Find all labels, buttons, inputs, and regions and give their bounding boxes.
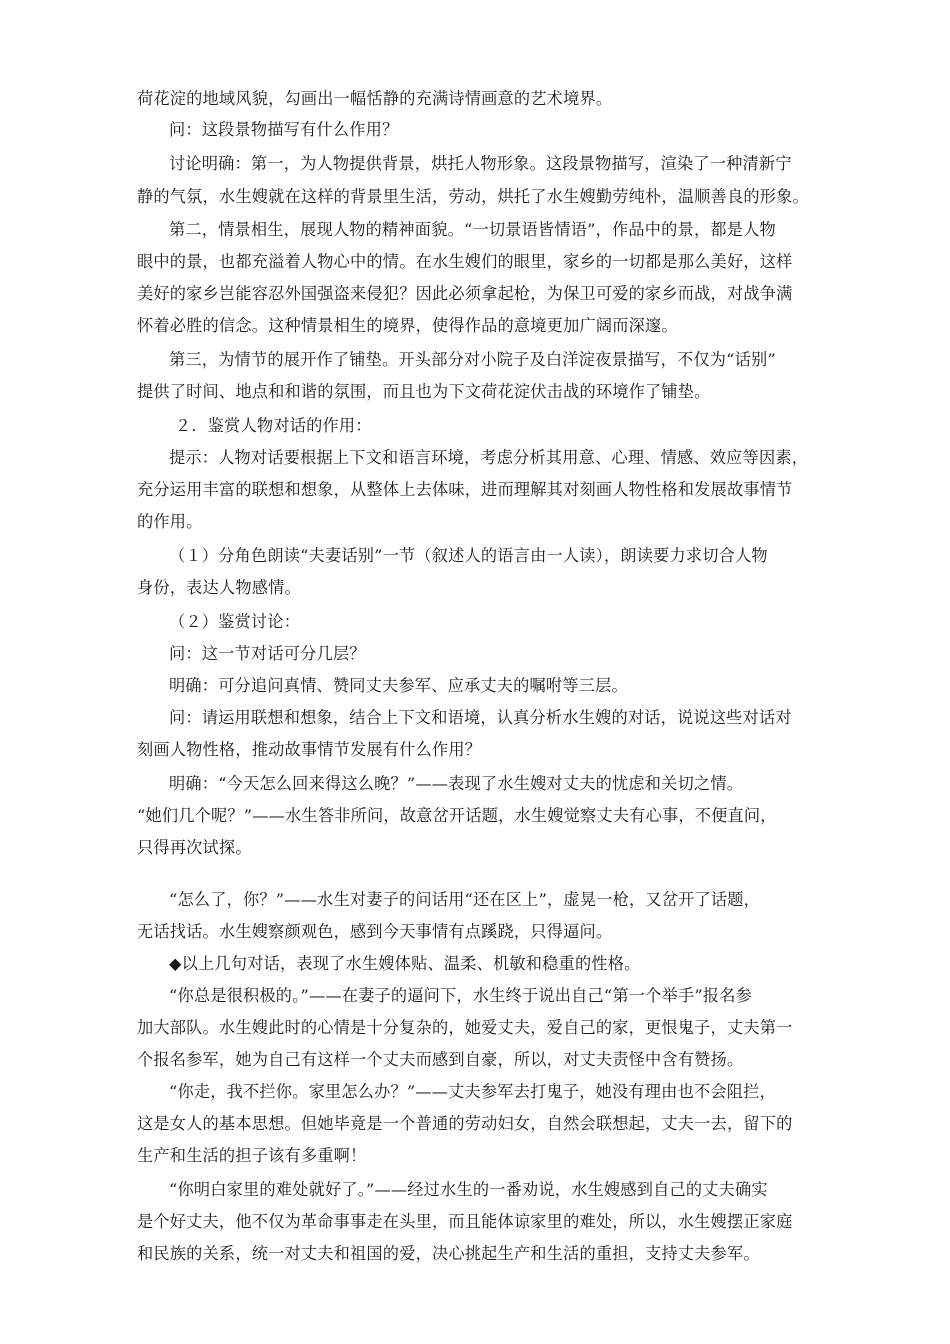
text-line: 这是女人的基本思想。但她毕竟是一个普通的劳动妇女，自然会联想起，丈夫一去，留下的 xyxy=(137,1114,793,1133)
text-line: “你走，我不拦你。家里怎么办？”——丈夫参军去打鬼子，她没有理由也不会阻拦， xyxy=(169,1082,776,1101)
text-line: 是个好丈夫，他不仅为革命事事走在头里，而且能体谅家里的难处，所以，水生嫂摆正家庭 xyxy=(137,1212,793,1231)
section-heading: ２．鉴赏人物对话的作用： xyxy=(175,416,372,435)
text-line: 第二，情景相生，展现人物的精神面貌。“一切景语皆情语”，作品中的景，都是人物 xyxy=(169,220,776,239)
text-line: ◆以上几句对话，表现了水生嫂体贴、温柔、机敏和稳重的性格。 xyxy=(169,954,641,973)
text-line: 第三，为情节的展开作了铺垫。开头部分对小院子及白洋淀夜景描写，不仅为“话别” xyxy=(169,350,776,369)
text-line: 怀着必胜的信念。这种情景相生的境界，使得作品的意境更加广阔而深邃。 xyxy=(137,316,678,335)
text-line: 讨论明确：第一，为人物提供背景，烘托人物形象。这段景物描写，渲染了一种清新宁 xyxy=(169,154,792,173)
text-line: 的作用。 xyxy=(137,512,203,531)
text-line: 问：这一节对话可分几层？ xyxy=(169,644,366,663)
text-line: 身份，表达人物感情。 xyxy=(137,578,301,597)
text-line: 明确：“今天怎么回来得这么晚？”——表现了水生嫂对丈夫的忧虑和关切之情。 xyxy=(169,774,744,793)
text-line: 刻画人物性格，推动故事情节发展有什么作用？ xyxy=(137,740,482,759)
text-line: 充分运用丰富的联想和想象，从整体上去体味，进而理解其对刻画人物性格和发展故事情节 xyxy=(137,480,793,499)
text-line: 和民族的关系，统一对丈夫和祖国的爱，决心挑起生产和生活的重担，支持丈夫参军。 xyxy=(137,1244,760,1263)
text-line: 眼中的景，也都充溢着人物心中的情。在水生嫂们的眼里，家乡的一切都是那么美好，这样 xyxy=(137,252,793,271)
text-line: “怎么了，你？”——水生对妻子的问话用“还在区上”，虚晃一枪，又岔开了话题， xyxy=(169,890,761,909)
text-line: 荷花淀的地域风貌，勾画出一幅恬静的充满诗情画意的艺术境界。 xyxy=(137,89,613,108)
text-line: 生产和生活的担子该有多重啊！ xyxy=(137,1146,367,1165)
text-line: 问：请运用联想和想象，结合上下文和语境，认真分析水生嫂的对话，说说这些对话对 xyxy=(169,708,792,727)
text-line: 明确：可分追问真情、赞同丈夫参军、应承丈夫的嘱咐等三层。 xyxy=(169,676,628,695)
text-line: “她们几个呢？”——水生答非所问，故意岔开话题，水生嫂觉察丈夫有心事，不便直问， xyxy=(137,806,777,825)
text-line: 问：这段景物描写有什么作用？ xyxy=(169,120,399,139)
text-line: “你总是很积极的。”——在妻子的逼问下，水生终于说出自己“第一个举手”报名参 xyxy=(169,986,752,1005)
text-line: 静的气氛，水生嫂就在这样的背景里生活，劳动，烘托了水生嫂勤劳纯朴，温顺善良的形象。 xyxy=(137,187,809,206)
text-line: 个报名参军，她为自己有这样一个丈夫而感到自豪，所以，对丈夫责怪中含有赞扬。 xyxy=(137,1050,744,1069)
text-line: 美好的家乡岂能容忍外国强盗来侵犯？因此必须拿起枪，为保卫可爱的家乡而战，对战争满 xyxy=(137,284,793,303)
text-line: 提供了时间、地点和和谐的氛围，而且也为下文荷花淀伏击战的环境作了铺垫。 xyxy=(137,382,711,401)
text-line: 加大部队。水生嫂此时的心情是十分复杂的，她爱丈夫，爱自己的家，更恨鬼子，丈夫第一 xyxy=(137,1018,793,1037)
text-line: （１）分角色朗读“夫妻话别”一节（叙述人的语言由一人读），朗读要力求切合人物 xyxy=(169,546,768,565)
text-line: （２）鉴赏讨论： xyxy=(169,612,301,631)
text-line: 只得再次试探。 xyxy=(137,838,252,857)
text-line: 无话找话。水生嫂察颜观色，感到今天事情有点蹊跷，只得逼问。 xyxy=(137,922,613,941)
text-line: 提示：人物对话要根据上下文和语言环境，考虑分析其用意、心理、情感、效应等因素， xyxy=(169,448,809,467)
text-line: “你明白家里的难处就好了。”——经过水生的一番劝说，水生嫂感到自己的丈夫确实 xyxy=(169,1180,768,1199)
